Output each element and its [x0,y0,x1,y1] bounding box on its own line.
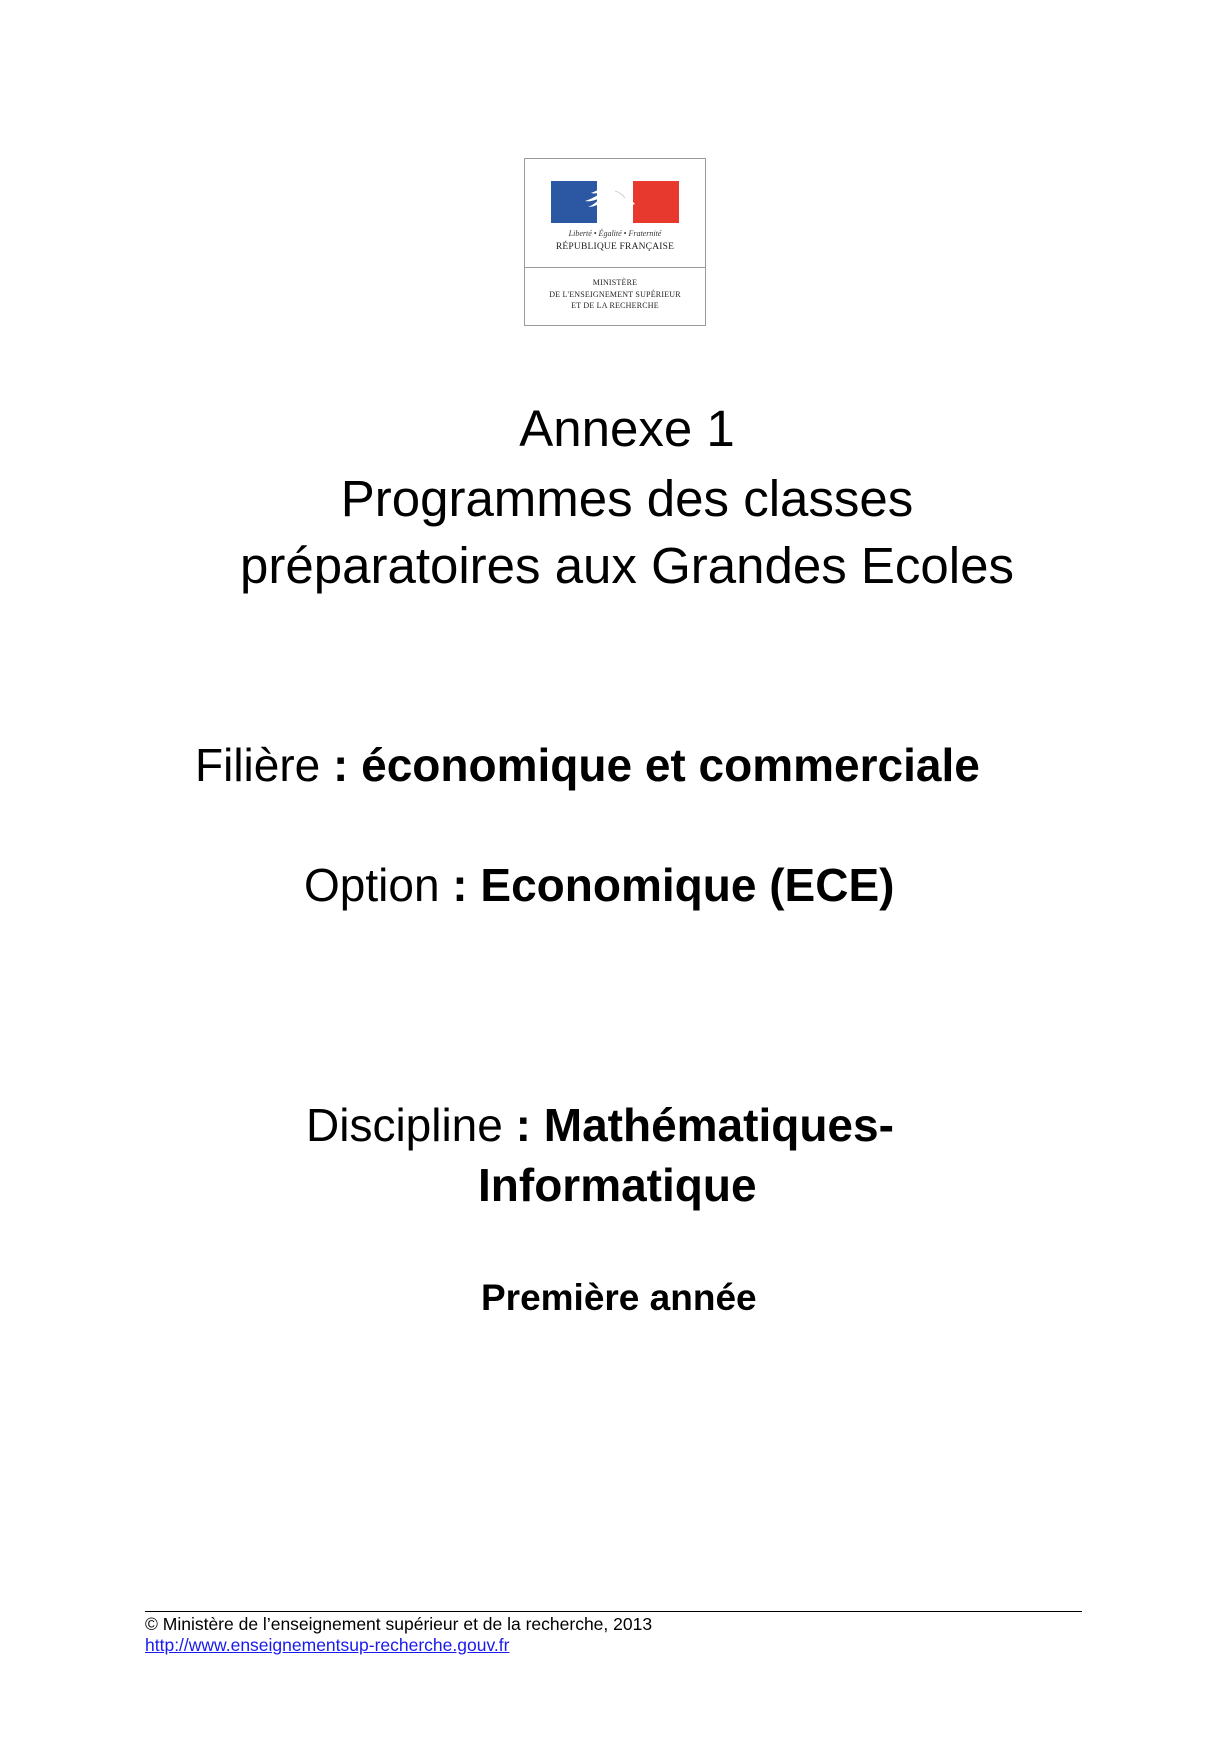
footer-website-link[interactable]: http://www.enseignementsup-recherche.gouv.fr [145,1635,510,1655]
ministry-logo [524,158,706,326]
ministere-line-1: MINISTÈRE [592,278,638,287]
discipline-separator: : [502,1099,544,1151]
filiere-label: Filière [195,739,321,791]
ministere-line-3: ET DE LA RECHERCHE [571,301,659,310]
footer-divider [145,1611,1082,1612]
discipline-value-1: Mathématiques- [543,1099,894,1151]
filiere-value: économique et commerciale [361,739,980,791]
option-separator: : [439,859,481,911]
option-value: Economique (ECE) [480,859,895,911]
title-programmes: Programmes des classes [340,470,914,527]
footer-copyright: © Ministère de l’enseignement supérieur et de la recherche, 2013 [145,1614,653,1634]
filiere-separator: : [320,739,362,791]
discipline-label: Discipline [306,1099,503,1151]
logo-motto: Liberté • Égalité • Fraternité [568,229,662,238]
logo-divider [525,267,705,268]
logo-header [525,159,705,267]
filiere-line [195,738,980,792]
ministere-line-2: DE L'ENSEIGNEMENT SUPÉRIEUR [549,289,681,299]
title-annexe: Annexe 1 [519,400,735,457]
logo-ministere [525,277,705,312]
option-line [304,858,894,912]
logo-republique: RÉPUBLIQUE FRANÇAISE [555,242,675,252]
annee-label: Première année [481,1277,757,1318]
option-label: Option [304,859,440,911]
marianne-flag-icon [551,181,679,223]
discipline-line [306,1098,894,1152]
title-preparatoires: préparatoires aux Grandes Ecoles [240,537,1014,594]
discipline-value-2: Informatique [478,1159,757,1211]
